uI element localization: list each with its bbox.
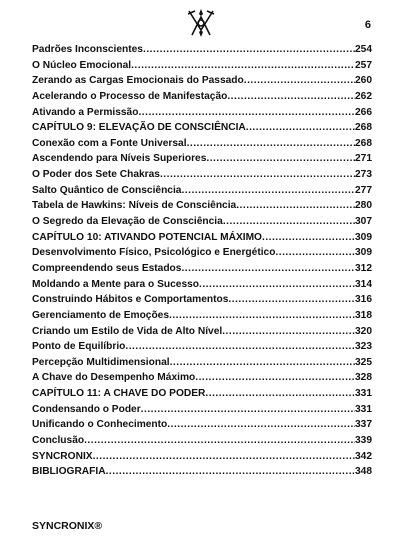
toc-leader-dots	[170, 355, 355, 371]
toc-entry-title: Ativando a Permissão	[32, 106, 139, 118]
toc-leader-dots	[143, 42, 355, 58]
toc-leader-dots	[181, 183, 355, 199]
toc-entry	[32, 167, 372, 183]
toc-leader-dots	[222, 324, 355, 340]
toc-entry-title: O Poder dos Sete Chakras	[32, 169, 160, 181]
toc-entry	[32, 89, 372, 105]
toc-entry	[32, 449, 372, 465]
toc-leader-dots	[275, 245, 355, 261]
toc-entry	[32, 105, 372, 121]
toc-entry-page: 307	[355, 216, 372, 228]
toc-entry-title: Moldando a Mente para o Sucesso	[32, 278, 199, 290]
toc-entry-title: Gerenciamento de Emoções	[32, 309, 170, 321]
toc-entry-page: 260	[355, 75, 372, 87]
toc-entry	[32, 355, 372, 371]
toc-leader-dots	[246, 120, 355, 136]
toc-entry-page: 331	[355, 388, 372, 400]
toc-entry-title: SYNCRONIX	[32, 450, 93, 462]
toc-leader-dots	[205, 386, 355, 402]
toc-leader-dots	[223, 214, 355, 230]
toc-leader-dots	[125, 339, 355, 355]
page-number: 6	[364, 19, 371, 31]
toc-leader-dots	[93, 449, 355, 465]
toc-entry-page: 273	[355, 169, 372, 181]
toc-entry	[32, 214, 372, 230]
toc-entry-title: A Chave do Desempenho Máximo	[32, 372, 196, 384]
toc-entry-page: 320	[355, 325, 372, 337]
toc-entry-page: 266	[355, 106, 372, 118]
toc-entry	[32, 183, 372, 199]
toc-leader-dots	[228, 292, 355, 308]
ornate-symbol-icon	[186, 8, 216, 38]
toc-entry-page: 268	[355, 137, 372, 149]
toc-entry	[32, 308, 372, 324]
toc-entry	[32, 324, 372, 340]
toc-leader-dots	[160, 167, 355, 183]
toc-leader-dots	[236, 198, 355, 214]
toc-entry-page: 331	[355, 403, 372, 415]
toc-entry-page: 262	[355, 90, 372, 102]
toc-leader-dots	[262, 230, 355, 246]
toc-leader-dots	[195, 370, 355, 386]
toc-entry-title: Ponto de Equilíbrio	[32, 341, 126, 353]
toc-leader-dots	[84, 433, 355, 449]
toc-entry-title: Ascendendo para Níveis Superiores	[32, 153, 207, 165]
toc-leader-dots	[141, 402, 355, 418]
toc-entry-page: 257	[355, 59, 372, 71]
toc-entry-page: 312	[355, 262, 372, 274]
toc-entry-page: 309	[355, 231, 372, 243]
toc-entry-page: 271	[355, 153, 372, 165]
toc-entry-page: 280	[355, 200, 372, 212]
toc-entry-page: 277	[355, 184, 372, 196]
toc-leader-dots	[106, 464, 355, 480]
toc-entry-page: 328	[355, 372, 372, 384]
toc-leader-dots	[227, 89, 355, 105]
toc-entry-page: 325	[355, 356, 372, 368]
toc-entry	[32, 120, 372, 136]
toc-entry-page: 316	[355, 294, 372, 306]
toc-entry	[32, 136, 372, 152]
toc-entry-title: Compreendendo seus Estados	[32, 262, 182, 274]
toc-entry-title: Condensando o Poder	[32, 403, 141, 415]
toc-entry	[32, 73, 372, 89]
toc-entry-page: 348	[355, 466, 372, 478]
toc-leader-dots	[131, 58, 355, 74]
toc-entry	[32, 370, 372, 386]
toc-entry-title: CAPÍTULO 11: A CHAVE DO PODER	[32, 388, 206, 400]
toc-entry-title: Salto Quântico de Consciência	[32, 184, 182, 196]
toc-leader-dots	[244, 73, 355, 89]
toc-entry	[32, 245, 372, 261]
toc-entry	[32, 42, 372, 58]
toc-entry-title: Acelerando o Processo de Manifestação	[32, 90, 228, 102]
toc-entry	[32, 277, 372, 293]
toc-entry-page: 323	[355, 341, 372, 353]
toc-entry	[32, 198, 372, 214]
toc-entry-title: O Segredo da Elevação de Consciência	[32, 216, 223, 228]
toc-entry	[32, 433, 372, 449]
toc-entry-title: CAPÍTULO 9: ELEVAÇÃO DE CONSCIÊNCIA	[32, 122, 246, 134]
toc-leader-dots	[187, 136, 355, 152]
toc-entry-title: BIBLIOGRAFIA	[32, 466, 106, 478]
toc-entry-title: Percepção Multidimensional	[32, 356, 170, 368]
toc-entry	[32, 58, 372, 74]
toc-leader-dots	[169, 308, 355, 324]
toc-entry-title: Padrões Inconscientes	[32, 44, 143, 55]
toc-entry-title: CAPÍTULO 10: ATIVANDO POTENCIAL MÁXIMO	[32, 231, 262, 243]
toc-leader-dots	[138, 105, 355, 121]
toc-entry-title: Conclusão	[32, 435, 85, 447]
toc-entry	[32, 151, 372, 167]
toc-entry-page: 337	[355, 419, 372, 431]
toc-entry-page: 339	[355, 435, 372, 447]
toc-entry	[32, 464, 372, 480]
toc-entry-title: Tabela de Hawkins: Níveis de Consciência	[32, 200, 237, 212]
toc-entry-page: 268	[355, 122, 372, 134]
toc-entry	[32, 339, 372, 355]
toc-entry-title: Conexão com a Fonte Universal	[32, 137, 187, 149]
toc-leader-dots	[181, 261, 355, 277]
footer-brand: SYNCRONIX®	[32, 520, 103, 532]
toc-entry	[32, 292, 372, 308]
toc-entry-title: Zerando as Cargas Emocionais do Passado	[32, 75, 244, 87]
toc-entry-title: Criando um Estilo de Vida de Alto Nível	[32, 325, 223, 337]
table-of-contents	[32, 42, 372, 480]
toc-leader-dots	[167, 417, 355, 433]
toc-entry-page: 314	[355, 278, 372, 290]
toc-entry	[32, 417, 372, 433]
toc-entry	[32, 261, 372, 277]
toc-leader-dots	[206, 151, 355, 167]
toc-entry-title: Unificando o Conhecimento	[32, 419, 168, 431]
toc-entry-page: 254	[355, 44, 372, 55]
toc-entry-title: Construindo Hábitos e Comportamentos	[32, 294, 229, 306]
toc-entry-page: 342	[355, 450, 372, 462]
toc-entry-title: O Núcleo Emocional	[32, 59, 132, 71]
toc-leader-dots	[199, 277, 355, 293]
toc-entry	[32, 386, 372, 402]
toc-entry-title: Desenvolvimento Físico, Psicológico e Energético	[32, 247, 276, 259]
toc-entry-page: 309	[355, 247, 372, 259]
toc-entry	[32, 402, 372, 418]
toc-entry	[32, 230, 372, 246]
toc-entry-page: 318	[355, 309, 372, 321]
